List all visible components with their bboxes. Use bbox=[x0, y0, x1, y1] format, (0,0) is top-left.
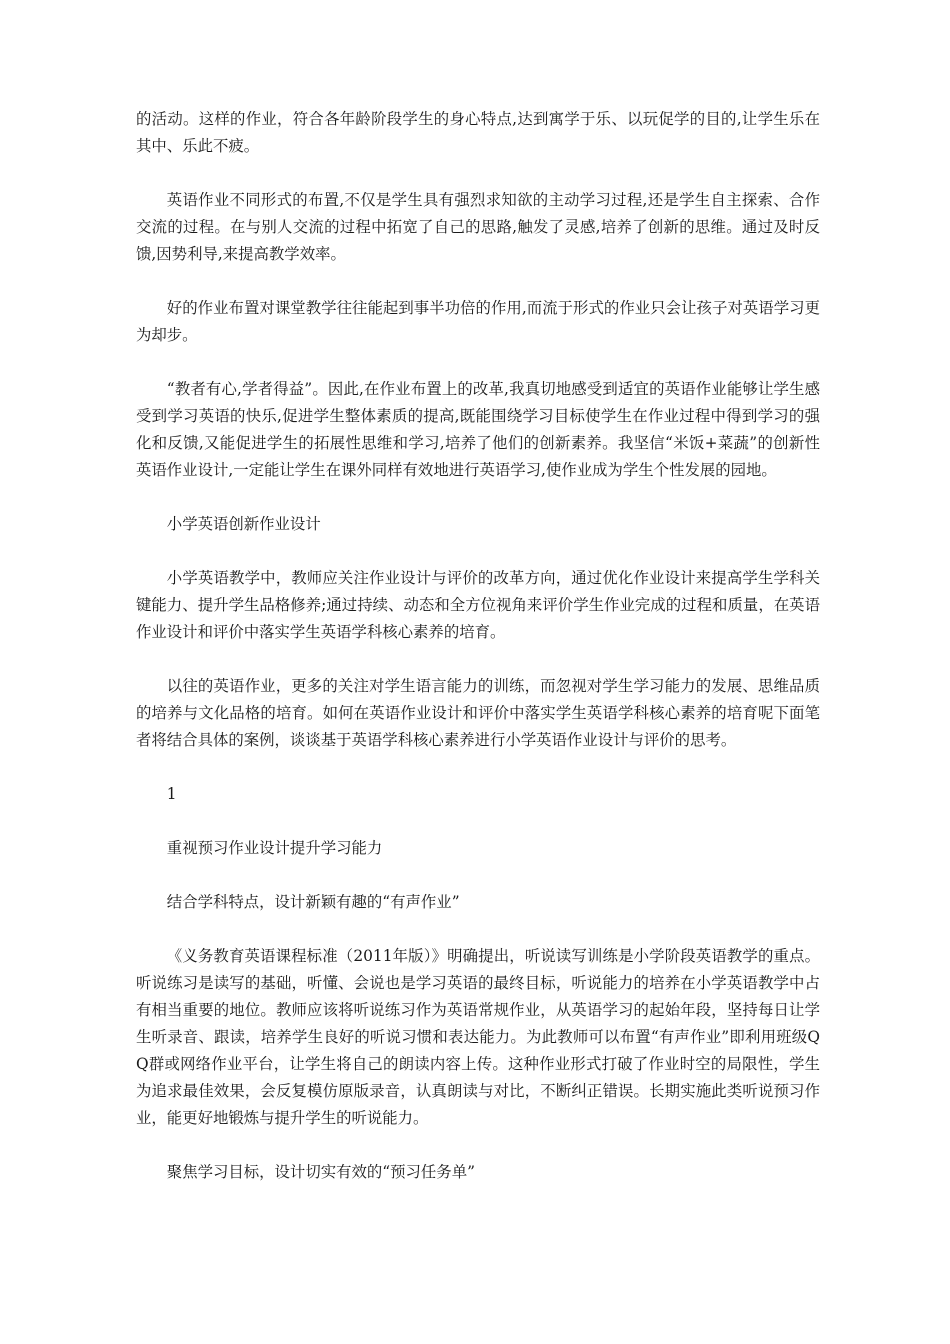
paragraph-7: 《义务教育英语课程标准（2011年版）》明确提出，听说读写训练是小学阶段英语教学的重点。听说练习是读写的基础，听懂、会说也是学习英语的最终目标，听说能力的培养在小学英语教学中占有相当重要的地位。教师应该将听说练习作为英语常规作业，从英语学习的起始年段，坚持每日让学生听录音、跟读，培养学生良好的听说习惯和表达能力。为此教师可以布置“有声作业”即利用班级QQ群或网络作业平台，让学生将自己的朗读内容上传。这种作业形式打破了作业时空的局限性，学生为追求最佳效果，会反复模仿原版录音，认真朗读与对比，不断纠正错误。长期实施此类听说预习作业，能更好地锻炼与提升学生的听说能力。 bbox=[136, 947, 820, 1127]
section-number: 1 bbox=[166, 785, 177, 803]
subsection-title-2: 聚焦学习目标，设计切实有效的“预习任务单” bbox=[166, 1163, 475, 1181]
subsection-title-1: 结合学科特点，设计新颖有趣的“有声作业” bbox=[166, 893, 460, 911]
paragraph-gap bbox=[136, 538, 820, 565]
paragraph-gap bbox=[136, 160, 820, 187]
paragraph-2: 英语作业不同形式的布置,不仅是学生具有强烈求知欲的主动学习过程,还是学生自主探索、合作交流的过程。在与别人交流的过程中拓宽了自己的思路,触发了灵感,培养了创新的思维。通过及时反馈,因势利导,来提高教学效率。 bbox=[136, 191, 820, 263]
paragraph-gap bbox=[136, 808, 820, 835]
paragraph-gap bbox=[136, 484, 820, 511]
paragraph-3: 好的作业布置对课堂教学往往能起到事半功倍的作用,而流于形式的作业只会让孩子对英语学习更为却步。 bbox=[136, 299, 820, 344]
paragraph-gap bbox=[136, 754, 820, 781]
section-heading: 小学英语创新作业设计 bbox=[166, 515, 321, 533]
subsection-heading: 重视预习作业设计提升学习能力 bbox=[166, 839, 383, 857]
paragraph-1: 的活动。这样的作业，符合各年龄阶段学生的身心特点,达到寓学于乐、以玩促学的目的,让学生乐在其中、乐此不疲。 bbox=[136, 110, 820, 155]
paragraph-gap bbox=[136, 916, 820, 943]
paragraph-gap bbox=[136, 349, 820, 376]
paragraph-gap bbox=[136, 862, 820, 889]
paragraph-5: 小学英语教学中，教师应关注作业设计与评价的改革方向，通过优化作业设计来提高学生学科关键能力、提升学生品格修养;通过持续、动态和全方位视角来评价学生作业完成的过程和质量，在英语作业设计和评价中落实学生英语学科核心素养的培育。 bbox=[136, 569, 820, 641]
paragraph-gap bbox=[136, 1132, 820, 1159]
document-body bbox=[136, 106, 820, 1186]
paragraph-4: “教者有心,学者得益”。因此,在作业布置上的改革,我真切地感受到适宜的英语作业能够让学生感受到学习英语的快乐,促进学生整体素质的提高,既能围绕学习目标使学生在作业过程中得到学习的强化和反馈,又能促进学生的拓展性思维和学习,培养了他们的创新素养。我坚信“米饭+菜蔬”的创新性英语作业设计,一定能让学生在课外同样有效地进行英语学习,使作业成为学生个性发展的园地。 bbox=[136, 380, 820, 479]
paragraph-gap bbox=[136, 646, 820, 673]
paragraph-6: 以往的英语作业，更多的关注对学生语言能力的训练，而忽视对学生学习能力的发展、思维品质的培养与文化品格的培育。如何在英语作业设计和评价中落实学生英语学科核心素养的培育呢下面笔者将结合具体的案例，谈谈基于英语学科核心素养进行小学英语作业设计与评价的思考。 bbox=[136, 677, 820, 749]
paragraph-gap bbox=[136, 268, 820, 295]
